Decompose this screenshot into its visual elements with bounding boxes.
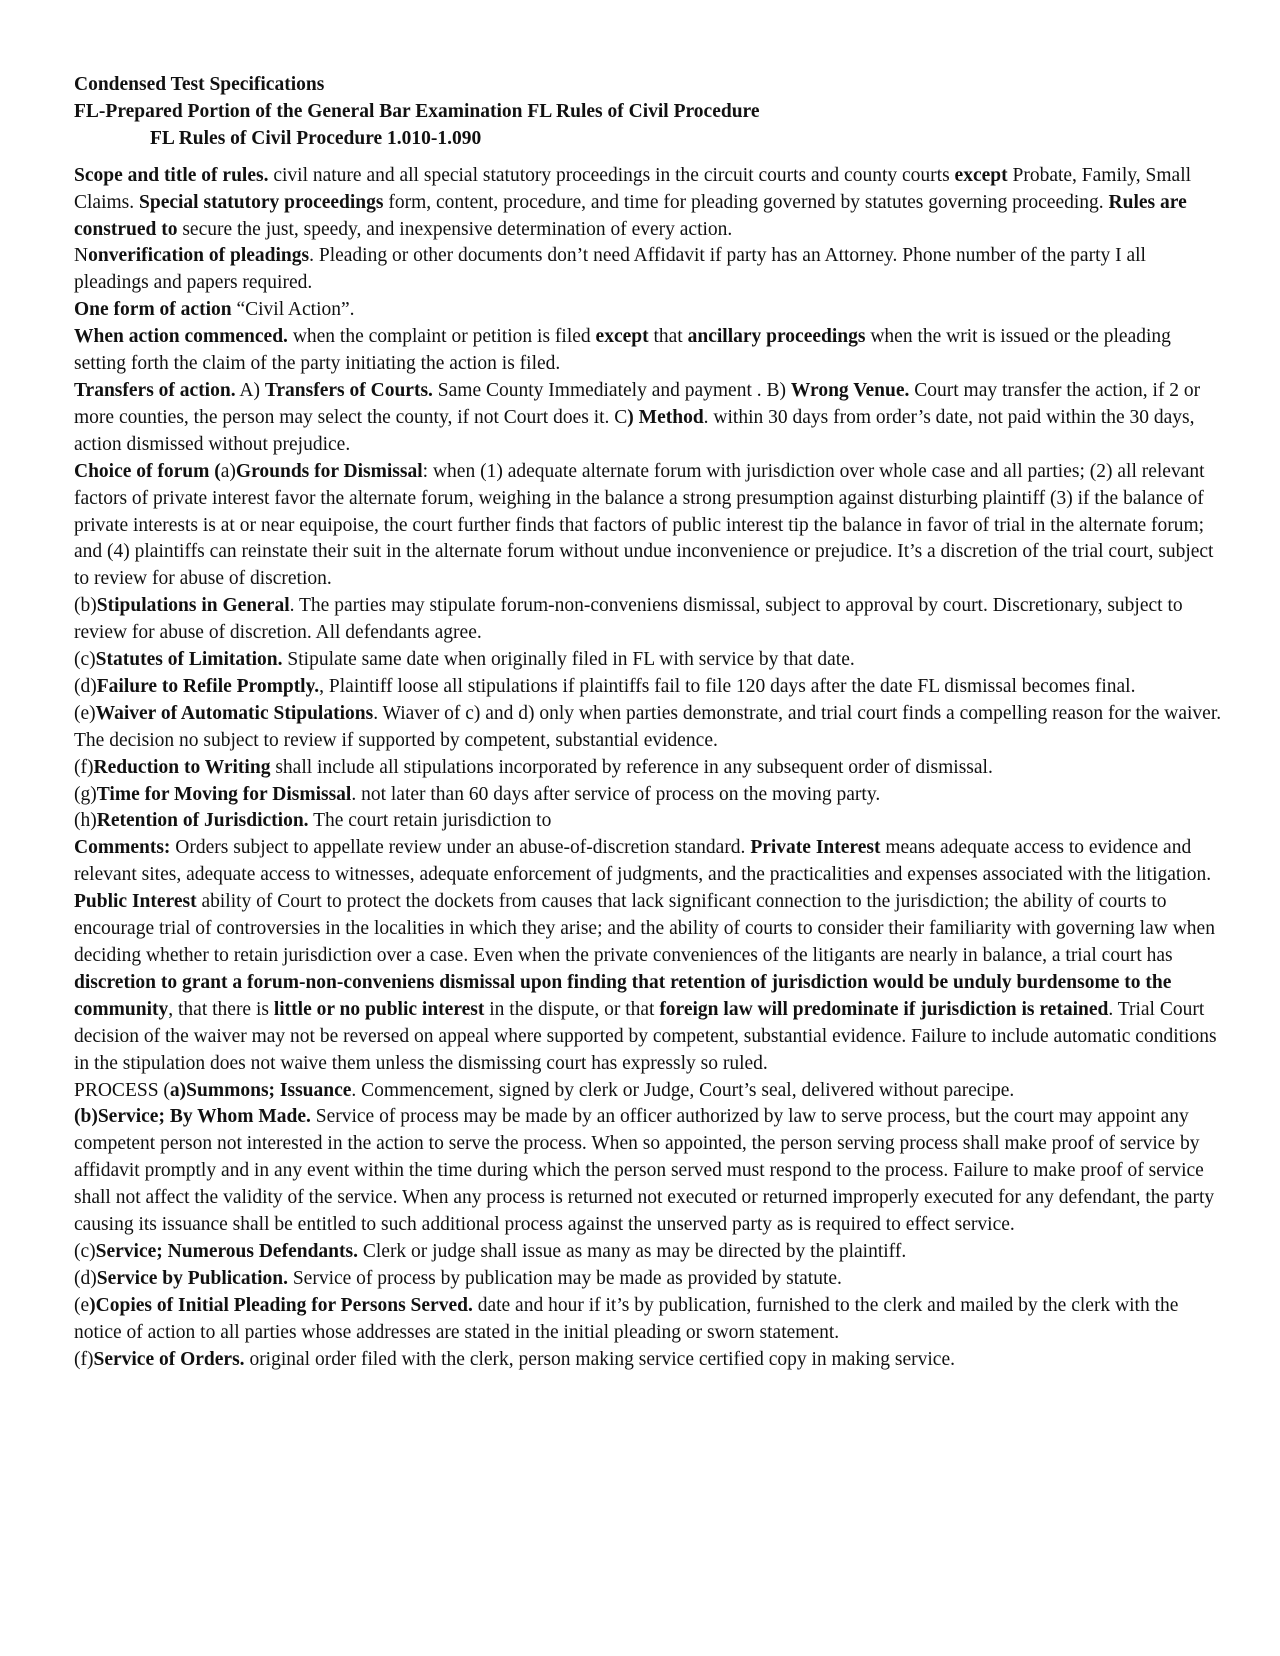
paragraph (74, 297, 1224, 324)
paragraph (74, 163, 1224, 244)
bold-run: (b)Service; By Whom Made. (74, 1106, 311, 1128)
paragraph (74, 593, 1224, 647)
bold-run: Statutes of Limitation. (95, 649, 283, 671)
doc-title: Condensed Test Specifications (74, 74, 325, 95)
text-run: . The parties may stipulate forum-non-conveniens dismissal, subject to approval by court. Discretionary, subject to review for abuse of discretion. All defendants agree. (74, 595, 1183, 644)
text-run: A) (235, 379, 265, 401)
document-page (74, 72, 1224, 1374)
bold-run: ) Method (627, 406, 704, 428)
text-run: when the writ is issued or the pleading setting forth the claim of the party initiating the action is filed. (74, 326, 1171, 375)
text-run: . within 30 days from order’s date, not paid within the 30 days, action dismissed without prejudice. (74, 406, 1195, 455)
paragraph (74, 324, 1224, 378)
bold-run: Reduction to Writing (93, 756, 271, 778)
paragraph (74, 755, 1224, 782)
text-run: Service of process by publication may be made as provided by statute. (287, 1267, 842, 1289)
text-run: means adequate access to evidence and relevant sites, adequate access to witnesses, adequate enforcement of judgments, and the practicalities and expenses associated with the litigation. (74, 837, 1212, 886)
bold-run: Stipulations in General (96, 595, 290, 617)
bold-run: Public Interest (74, 891, 197, 913)
bold-run: Choice of forum ( (74, 460, 221, 482)
text-run: (b) (74, 595, 97, 617)
text-run: (e (74, 1294, 90, 1316)
bold-run: Service of Orders. (93, 1348, 245, 1370)
bold-run: Comments: (74, 837, 171, 859)
doc-rule-range: FL Rules of Civil Procedure 1.010-1.090 (150, 127, 482, 149)
text-run: , that there is (168, 998, 274, 1020)
paragraph (74, 647, 1224, 674)
bold-run: When action commenced. (74, 326, 288, 348)
text-run: Probate, Family, Small Claims. (74, 164, 1192, 213)
bold-run: Waiver of Automatic Stipulations (95, 702, 374, 724)
paragraph (74, 1293, 1224, 1347)
doc-subtitle: FL-Prepared Portion of the General Bar Examination FL Rules of Civil Procedure (74, 100, 760, 122)
text-run: (c) (74, 1240, 96, 1262)
bold-run: Private Interest (750, 837, 881, 859)
paragraph (74, 674, 1224, 701)
text-run: that (648, 326, 688, 348)
text-run: Service of process may be made by an officer authorized by law to serve process, but the court may appoint any competent person not interested in the action to serve the process. When so appointed, the person serving process shall make proof of service by affidavit promptly and in any event within the time during which the person served must respond to the process. Failure to make proof of service shall not affect the validity of the service. When any process is returned not executed or returned improperly executed for any defendant, the party causing its issuance shall be entitled to such additional process against the unserved party as is required to effect service. (74, 1106, 1215, 1236)
bold-run: Retention of Jurisdiction. (96, 810, 309, 832)
text-run: a) (220, 460, 236, 482)
text-run: (d) (74, 675, 97, 697)
text-run: . Pleading or other documents don’t need Affidavit if party has an Attorney. Phone number of the party I all pleadings and papers required. (74, 245, 1146, 294)
bold-run: Time for Moving for Dismissal (96, 783, 352, 805)
text-run: PROCESS ( (74, 1079, 170, 1101)
paragraph (74, 459, 1224, 594)
text-run: The court retain jurisdiction to (308, 810, 552, 832)
text-run: date and hour if it’s by publication, furnished to the clerk and mailed by the clerk with the notice of action to all parties whose addresses are stated in the initial pleading or sworn statement. (74, 1294, 1179, 1343)
text-run: Stipulate same date when originally filed in FL with service by that date. (282, 649, 855, 671)
bold-run: Transfers of action. (74, 379, 236, 401)
bold-run: except (954, 164, 1008, 186)
text-run: (f) (74, 756, 94, 778)
paragraph (74, 378, 1224, 459)
bold-run: Wrong Venue. (790, 379, 910, 401)
paragraph (74, 1104, 1224, 1239)
text-run: secure the just, speedy, and inexpensive determination of every action. (177, 218, 733, 240)
bold-run: Service by Publication. (96, 1267, 288, 1289)
bold-run: foreign law will predominate if jurisdiction is retained (659, 998, 1109, 1020)
paragraph (74, 1347, 1224, 1374)
text-run: in the dispute, or that (484, 998, 660, 1020)
text-run: (h) (74, 810, 97, 832)
paragraph (74, 1078, 1224, 1105)
text-run: , Plaintiff loose all stipulations if plaintiffs fail to file 120 days after the date FL dismissal becomes final. (319, 675, 1136, 697)
text-run: . Trial Court decision of the waiver may not be reversed on appeal where supported by competent, substantial evidence. Failure to include automatic conditions in the stipulation does not waive them unless the dismissing court has expressly so ruled. (74, 998, 1217, 1074)
document-body (74, 163, 1224, 1374)
bold-run: Transfers of Courts. (264, 379, 433, 401)
bold-run: One form of action (74, 299, 232, 321)
bold-run: Grounds for Dismissal (235, 460, 423, 482)
bold-run: onverification of pleadings (88, 245, 310, 267)
bold-run: Rules are construed to (74, 191, 1187, 240)
paragraph (74, 243, 1224, 297)
bold-run: Failure to Refile Promptly. (96, 675, 320, 697)
bold-run: except (595, 326, 649, 348)
paragraph (74, 782, 1224, 809)
text-run: ability of Court to protect the dockets from causes that lack significant connection to the jurisdiction; the ability of courts to encourage trial of controversies in the localities in which they arise; and the ability of courts to consider their familiarity with governing law when deciding whether to retain jurisdiction over a case. Even when the private conveniences of the litigants are nearly in balance, a trial court has (74, 891, 1215, 966)
bold-run: )Copies of Initial Pleading for Persons Served. (89, 1294, 473, 1316)
paragraph (74, 835, 1224, 1077)
text-run: : when (1) adequate alternate forum with jurisdiction over whole case and all parties; (2) all relevant factors of private interest favor the alternate forum, weighing in the balance a strong presumption against disturbing plaintiff (3) if the balance of private interests is at or near equipoise, the court further finds that factors of public interest tip the balance in favor of trial in the alternate forum; and (4) plaintiffs can reinstate their suit in the alternate forum without undue inconvenience or prejudice. It’s a discretion of the trial court, subject to review for abuse of discretion. (74, 460, 1214, 590)
bold-run: little or no public interest (273, 998, 485, 1020)
text-run: . Commencement, signed by clerk or Judge, Court’s seal, delivered without parecipe. (351, 1079, 1015, 1101)
bold-run: a)Summons; Issuance (169, 1079, 352, 1101)
bold-run: discretion to grant a forum-non-conveniens dismissal upon finding that retention of jurisdiction would be unduly burdensome to the community (74, 971, 1172, 1020)
bold-run: Service; Numerous Defendants. (95, 1240, 358, 1262)
text-run: (f) (74, 1348, 94, 1370)
text-run: (g) (74, 783, 97, 805)
paragraph (74, 808, 1224, 835)
text-run: Orders subject to appellate review under an abuse-of-discretion standard. (170, 837, 751, 859)
heading-spacer (74, 153, 1224, 163)
text-run: Same County Immediately and payment . B) (432, 379, 791, 401)
bold-run: Scope and title of rules. (74, 164, 269, 186)
text-run: when the complaint or petition is filed (287, 326, 596, 348)
text-run: form, content, procedure, and time for pleading governed by statutes governing proceeding. (383, 191, 1109, 213)
paragraph (74, 1266, 1224, 1293)
bold-run: ancillary proceedings (687, 326, 866, 348)
text-run: Court may transfer the action, if 2 or more counties, the person may select the county, if not Court does it. C (74, 379, 1201, 428)
text-run: “Civil Action”. (231, 299, 355, 321)
text-run: (d) (74, 1267, 97, 1289)
text-run: original order filed with the clerk, person making service certified copy in making service. (244, 1348, 955, 1370)
text-run: . not later than 60 days after service of process on the moving party. (351, 783, 881, 805)
text-run: (c) (74, 649, 96, 671)
text-run: shall include all stipulations incorporated by reference in any subsequent order of dismissal. (270, 756, 993, 778)
text-run: . Wiaver of c) and d) only when parties demonstrate, and trial court finds a compelling reason for the waiver. The decision no subject to review if supported by competent, substantial evidence. (74, 702, 1222, 751)
text-run: (e) (74, 702, 96, 724)
paragraph (74, 1239, 1224, 1266)
text-run: Clerk or judge shall issue as many as may be directed by the plaintiff. (357, 1240, 907, 1262)
bold-run: Special statutory proceedings (139, 191, 384, 213)
text-run: civil nature and all special statutory proceedings in the circuit courts and county courts (268, 164, 955, 186)
paragraph (74, 701, 1224, 755)
text-run: N (74, 245, 89, 267)
